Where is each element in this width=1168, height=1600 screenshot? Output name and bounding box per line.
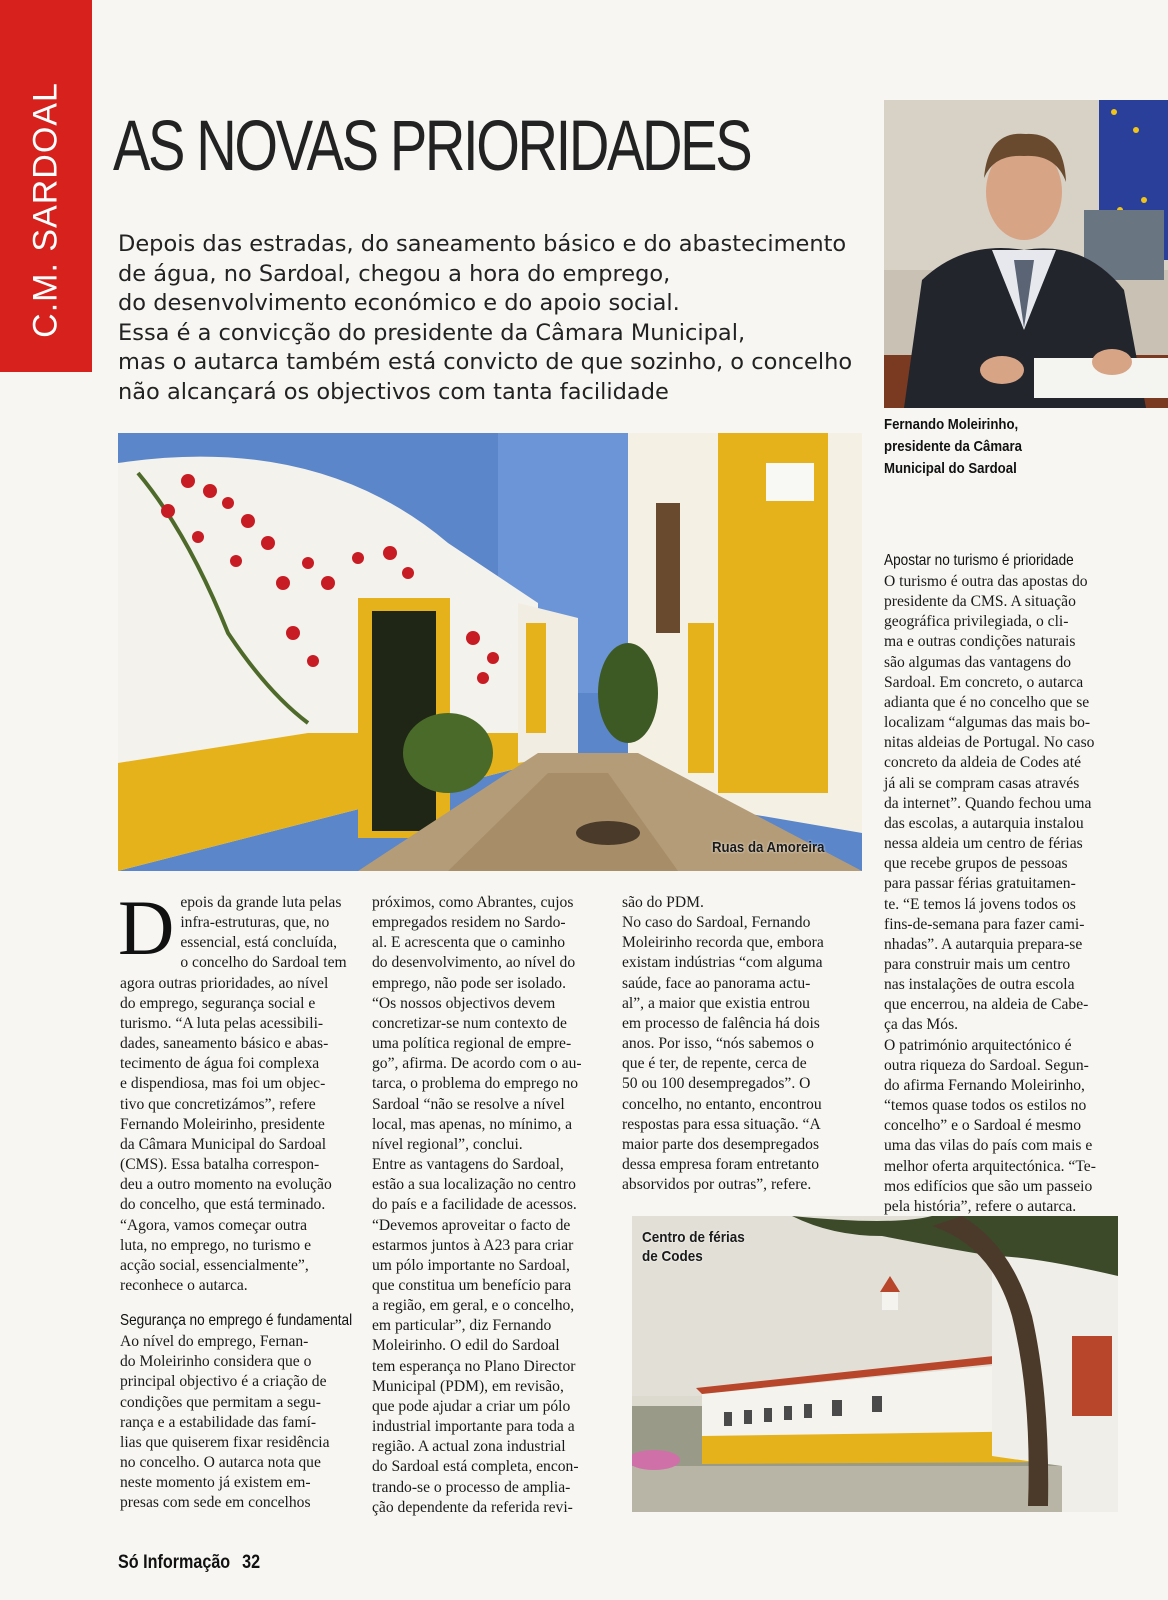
codes-photo-caption: Centro de férias de Codes xyxy=(642,1229,745,1265)
text-line: o concelho do Sardoal tem xyxy=(180,954,347,972)
text-line: go”, afirma. De acordo com o au- xyxy=(372,1055,582,1073)
text-line: 50 ou 100 desempregados”. O xyxy=(622,1075,811,1093)
text-line: turismo. “A luta pelas acessibili- xyxy=(120,1014,324,1032)
lead-line: Depois das estradas, do saneamento básico e do abastecimento xyxy=(118,231,847,257)
portrait-caption xyxy=(884,414,1095,480)
text-line: existam indústrias “com alguma xyxy=(622,954,823,972)
text-line: Moleirinho. O edil do Sardoal xyxy=(372,1337,560,1355)
text-line: nível regional”, conclui. xyxy=(372,1135,523,1153)
article-column-1 xyxy=(118,884,353,1514)
text-line: agora outras prioridades, ao nível xyxy=(120,974,329,992)
text-line: a região, em geral, e o concelho, xyxy=(372,1297,575,1315)
text-line: uma das vilas do país com mais e xyxy=(884,1137,1093,1155)
text-line: “Os nossos objectivos devem xyxy=(372,994,556,1012)
street-photo-caption: Ruas da Amoreira xyxy=(712,839,825,856)
article-column-2 xyxy=(372,893,604,1518)
text-line: nhadas”. A autarquia prepara-se xyxy=(884,935,1083,953)
page-footer xyxy=(118,1552,260,1574)
text-line: nessa aldeia um centro de férias xyxy=(884,835,1083,853)
text-line: tecimento de água foi complexa xyxy=(120,1055,320,1073)
caption-line: presidente da Câmara xyxy=(884,438,1022,455)
text-line: al. E acrescenta que o caminho xyxy=(372,934,566,952)
caption-line: Municipal do Sardoal xyxy=(884,460,1017,477)
text-line: ça das Mós. xyxy=(884,1016,959,1034)
subhead-emprego: Segurança no emprego é fundamental xyxy=(120,1312,353,1330)
text-line: trando-se o processo de amplia- xyxy=(372,1478,571,1496)
text-line: um pólo importante no Sardoal, xyxy=(372,1256,570,1274)
text-line: do concelho, que está terminado. xyxy=(120,1196,326,1214)
text-line: infra-estruturas, que, no xyxy=(180,914,330,932)
text-line: tem esperança no Plano Director xyxy=(372,1357,576,1375)
text-line: Fernando Moleirinho, presidente xyxy=(120,1115,325,1133)
text-line: concelho, no entanto, encontrou xyxy=(622,1095,822,1113)
text-line: essencial, está concluída, xyxy=(180,934,338,952)
text-line: empregados residem no Sardo- xyxy=(372,914,566,932)
text-line: do afirma Fernando Moleirinho, xyxy=(884,1076,1085,1094)
text-line: região. A actual zona industrial xyxy=(372,1438,566,1456)
text-line: principal objectivo é a criação de xyxy=(120,1373,327,1391)
text-line: saúde, face ao panorama actu- xyxy=(622,974,811,992)
lead-paragraph xyxy=(118,230,858,407)
text-line: pela história”, refere o autarca. xyxy=(884,1197,1077,1215)
text-line: maior parte dos desempregados xyxy=(622,1135,820,1153)
text-line: respostas para essa situação. “A xyxy=(622,1115,821,1133)
text-line: industrial importante para toda a xyxy=(372,1418,575,1436)
text-line: O património arquitectónico é xyxy=(884,1036,1072,1054)
text-line: deu a outro momento na evolução xyxy=(120,1176,332,1194)
text-line: Entre as vantagens do Sardoal, xyxy=(372,1156,564,1174)
text-line: melhor oferta arquitectónica. “Te- xyxy=(884,1157,1096,1175)
text-line: ção dependente da referida revi- xyxy=(372,1498,573,1516)
text-line: reconhece o autarca. xyxy=(120,1276,248,1294)
text-line: absorvidos por outras”, refere. xyxy=(622,1176,812,1194)
text-line: anos. Por isso, “nós sabemos o xyxy=(622,1035,814,1053)
article-column-4 xyxy=(884,550,1118,1217)
text-line: tarca, o problema do emprego no xyxy=(372,1075,579,1093)
text-line: que é ter, de repente, cerca de xyxy=(622,1055,807,1073)
drop-cap: D xyxy=(118,884,175,971)
text-line: da internet”. Quando fechou uma xyxy=(884,794,1092,812)
street-photo xyxy=(118,433,862,871)
page-number: 32 xyxy=(242,1552,261,1573)
lead-line: Essa é a convicção do presidente da Câmara Municipal, xyxy=(118,319,746,346)
text-line: uma política regional de empre- xyxy=(372,1035,572,1053)
text-line: que recebe grupos de pessoas xyxy=(884,855,1068,873)
text-line: “temos quase todos os estilos no xyxy=(884,1097,1087,1115)
subhead-turismo: Apostar no turismo é prioridade xyxy=(884,552,1074,569)
text-line: do Moleirinho considera que o xyxy=(120,1353,312,1371)
lead-line: não alcançará os objectivos com tanta facilidade xyxy=(118,378,669,405)
text-line: local, mas apenas, no mínimo, a xyxy=(372,1115,573,1133)
publication-name: Só Informação xyxy=(118,1552,231,1573)
text-line: que pode ajudar a criar um pólo xyxy=(372,1397,571,1415)
text-line: Moleirinho recorda que, embora xyxy=(622,934,824,952)
text-line: do desenvolvimento, ao nível do xyxy=(372,954,576,972)
text-line: dessa empresa foram entretanto xyxy=(622,1156,820,1174)
text-line: (CMS). Essa batalha correspon- xyxy=(120,1156,320,1174)
text-line: tivo que concretizámos”, refere xyxy=(120,1095,316,1113)
text-line: ma e outras condições naturais xyxy=(884,633,1076,651)
headline: AS NOVAS PRIORIDADES xyxy=(113,107,751,186)
text-line: epois da grande luta pelas xyxy=(180,894,342,911)
text-line: te. “E temos lá jovens todos os xyxy=(884,895,1076,913)
text-line: nitas aldeias de Portugal. No caso xyxy=(884,734,1095,752)
text-line: estão a sua localização no centro xyxy=(372,1176,576,1194)
section-tab-label: C.M. SARDOAL xyxy=(26,82,65,338)
text-line: do Sardoal está completa, encon- xyxy=(372,1458,579,1476)
text-line: Municipal (PDM), em revisão, xyxy=(372,1377,564,1395)
text-line: Sardoal “não se resolve a nível xyxy=(372,1095,565,1113)
text-line: próximos, como Abrantes, cujos xyxy=(372,894,574,911)
text-line: mos edifícios que são um passeio xyxy=(884,1177,1093,1195)
column-1-body-2 xyxy=(120,1332,352,1513)
text-line: são do PDM. xyxy=(622,894,704,911)
text-line: outra riqueza do Sardoal. Segun- xyxy=(884,1056,1089,1074)
text-line: em particular”, diz Fernando xyxy=(372,1317,552,1335)
text-line: rança e a estabilidade das famí- xyxy=(120,1413,317,1431)
text-line: concreto da aldeia de Codes até xyxy=(884,754,1081,772)
text-line: em processo de falência há dois xyxy=(622,1014,820,1032)
lead-line: de água, no Sardoal, chegou a hora do emprego, xyxy=(118,260,671,287)
text-line: do país e a facilidade de acessos. xyxy=(372,1196,577,1214)
text-line: Ao nível do emprego, Fernan- xyxy=(120,1333,309,1351)
text-line: luta, no emprego, no turismo e xyxy=(120,1236,311,1254)
text-line: são algumas das vantagens do xyxy=(884,653,1072,671)
text-line: concelho” e o Sardoal é mesmo xyxy=(884,1117,1082,1135)
text-line: neste momento já existem em- xyxy=(120,1474,311,1492)
section-tab xyxy=(0,0,92,372)
text-line: No caso do Sardoal, Fernando xyxy=(622,914,811,932)
text-line: no concelho. O autarca nota que xyxy=(120,1454,321,1472)
text-line: “Devemos aproveitar o facto de xyxy=(372,1216,571,1234)
text-line: presas com sede em concelhos xyxy=(120,1494,311,1512)
text-line: adianta que é no concelho que se xyxy=(884,693,1090,711)
text-line: já ali se compram casas através xyxy=(884,774,1080,792)
text-line: para construir mais um centro xyxy=(884,955,1071,973)
text-line: O turismo é outra das apostas do xyxy=(884,573,1088,590)
text-line: e dispendiosa, mas foi um objec- xyxy=(120,1075,326,1093)
lead-line: mas o autarca também está convicto de que sozinho, o concelho xyxy=(118,349,853,375)
text-line: que constitua um benefício para xyxy=(372,1276,572,1294)
text-line: lias que quiserem fixar residência xyxy=(120,1433,330,1451)
text-line: al”, a maior que existia entrou xyxy=(622,994,810,1012)
text-line: nas instalações de outra escola xyxy=(884,976,1075,994)
text-line: presidente da CMS. A situação xyxy=(884,593,1076,611)
text-line: dades, saneamento básico e abas- xyxy=(120,1035,329,1053)
caption-line: Fernando Moleirinho, xyxy=(884,416,1019,433)
text-line: estarmos juntos à A23 para criar xyxy=(372,1236,574,1254)
text-line: para passar férias gratuitamen- xyxy=(884,875,1076,893)
portrait-photo xyxy=(884,100,1168,408)
text-line: que encerrou, na aldeia de Cabe- xyxy=(884,996,1089,1014)
text-line: da Câmara Municipal do Sardoal xyxy=(120,1135,327,1153)
column-4-body xyxy=(884,572,1118,1217)
text-line: fins-de-semana para fazer cami- xyxy=(884,915,1085,933)
text-line: das escolas, a autarquia instalou xyxy=(884,814,1084,832)
article-column-3 xyxy=(622,893,854,1195)
text-line: condições que permitam a segu- xyxy=(120,1393,321,1411)
text-line: “Agora, vamos começar outra xyxy=(120,1216,308,1234)
text-line: emprego, não pode ser isolado. xyxy=(372,974,567,992)
text-line: geográfica privilegiada, o cli- xyxy=(884,613,1069,631)
text-line: concretizar-se num contexto de xyxy=(372,1014,567,1032)
text-line: do emprego, segurança social e xyxy=(120,994,316,1012)
text-line: acção social, essencialmente”, xyxy=(120,1256,309,1274)
lead-line: do desenvolvimento económico e do apoio social. xyxy=(118,290,680,316)
text-line: Sardoal. Em concreto, o autarca xyxy=(884,673,1084,691)
text-line: localizam “algumas das mais bo- xyxy=(884,714,1091,732)
column-1-body xyxy=(120,974,352,1297)
